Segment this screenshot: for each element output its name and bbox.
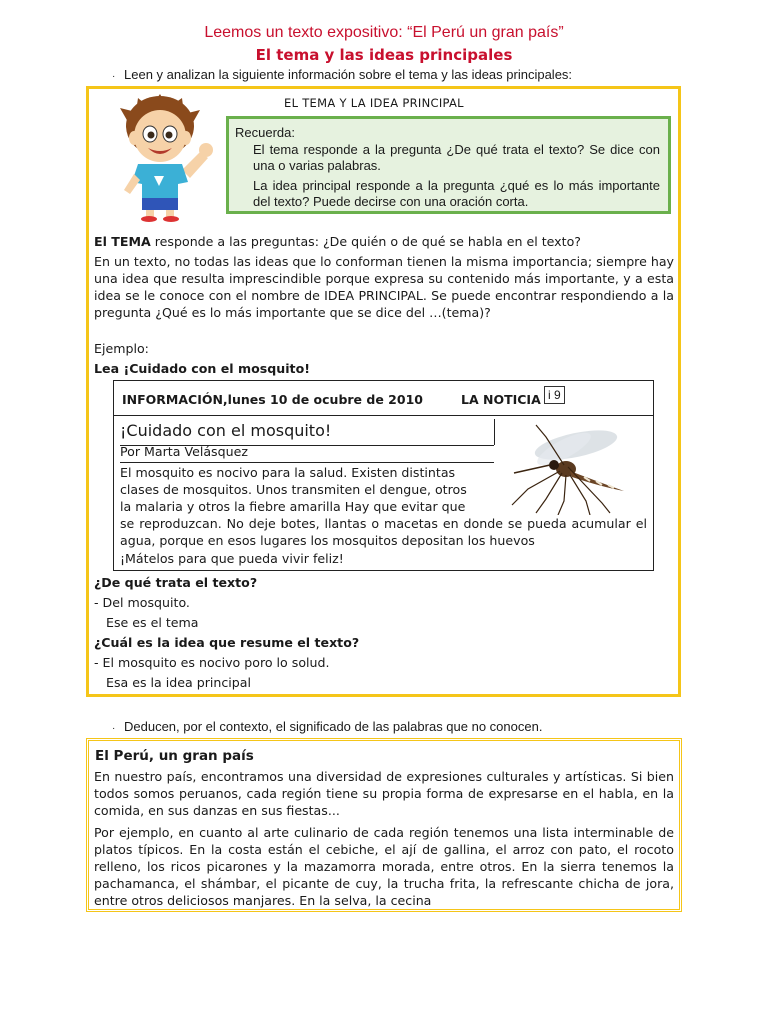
news-body-line: la malaria y otros la fiebre amarilla Hay que evitar que: [120, 499, 466, 514]
tema-paragraph-text: En un texto, no todas las ideas que lo conforman tienen la misma importancia; siempre hay una idea que resulta imprescindible porque expresa su contenido más importante, y a esta idea se le conoce con el nombre de IDEA PRINCIPAL. Se puede encontrar respondiendo a la pregunta ¿Qué es lo más importante que se dice del …(tema)?: [94, 254, 674, 320]
news-body-wrapped: [120, 464, 500, 515]
news-clipping: [113, 380, 654, 571]
peru-paragraph-2: Por ejemplo, en cuanto al arte culinario de cada región tenemos una lista interminable de platos típicos. En la costa están el cebiche, el ají de gallina, el arroz con pato, el rocoto relleno, los ricos picarones y la mazamorra morada, entre otros. En la sierra tenemos la pachamanca, el shámbar, el picante de cuy, la trucha frita, la refrescante chicha de jora, entre otros deliciosos manjares. En la selva, la cecina: [94, 825, 674, 908]
peru-text: [94, 768, 674, 909]
peru-paragraph-1: En nuestro país, encontramos una diversidad de expresiones culturales y artísticas. Si bien todos somos peruanos, cada región tiene su propia forma de expresarse en el habla, en la comida, en sus danzas en sus fiestas...: [94, 769, 674, 818]
tema-label: El TEMA: [94, 234, 151, 249]
instruction-1-text: Leen y analizan la siguiente información sobre el tema y las ideas principales:: [124, 67, 573, 82]
instruction-1: [112, 67, 572, 82]
news-page-number: i 9: [544, 386, 565, 404]
news-body-full: se reproduzcan. No deje botes, llantas o macetas en donde se pueda acumular el agua, porque en esos lugares los mosquitos depositan los huevos: [120, 516, 647, 548]
answer-2-note: Esa es la idea principal: [106, 675, 252, 690]
recuerda-label: Recuerda:: [235, 125, 295, 140]
tema-paragraph: [94, 253, 674, 321]
news-headline: ¡Cuidado con el mosquito!: [120, 421, 332, 440]
bullet-icon: ·: [112, 723, 116, 734]
peru-title: El Perú, un gran país: [95, 748, 254, 764]
news-body-line: El mosquito es nocivo para la salud. Existen distintas: [120, 465, 456, 480]
answer-2: - El mosquito es nocivo poro lo solud.: [94, 655, 330, 670]
answer-1: - Del mosquito.: [94, 595, 190, 610]
recuerda-tema: El tema responde a la pregunta ¿De qué trata el texto? Se dice con una o varias palabras.: [253, 142, 660, 173]
bullet-icon: ·: [112, 71, 116, 82]
question-2: ¿Cuál es la idea que resume el texto?: [94, 635, 360, 650]
mosquito-illustration: [506, 419, 646, 515]
lea-label: Lea ¡Cuidado con el mosquito!: [94, 361, 310, 376]
news-header-section: LA NOTICIA: [461, 392, 541, 407]
answer-1-note: Ese es el tema: [106, 615, 199, 630]
boy-illustration: [102, 92, 220, 222]
tema-text: responde a las preguntas: ¿De quién o de qué se habla en el texto?: [150, 234, 581, 249]
news-divider: [114, 415, 653, 416]
news-body-line: clases de mosquitos. Unos transmiten el dengue, otros: [120, 482, 467, 497]
news-header-date: INFORMACIÓN,lunes 10 de ocubre de 2010: [122, 392, 423, 407]
ejemplo-label: Ejemplo:: [94, 341, 149, 356]
question-1: ¿De qué trata el texto?: [94, 575, 258, 590]
instruction-2-text: Deducen, por el contexto, el significado de las palabras que no conocen.: [124, 719, 543, 734]
news-byline: Por Marta Velásquez: [120, 444, 248, 459]
recuerda-idea: La idea principal responde a la pregunta ¿qué es lo más importante del texto? Puede decirse con una oración corta.: [253, 178, 660, 209]
box-heading: EL TEMA Y LA IDEA PRINCIPAL: [284, 96, 464, 110]
page-subtitle: El tema y las ideas principales: [255, 46, 513, 64]
recuerda-box: [226, 116, 671, 214]
instruction-2: [112, 719, 542, 734]
news-closing: ¡Mátelos para que pueda vivir feliz!: [120, 551, 344, 566]
news-byline-underline: [120, 462, 494, 463]
page-title: Leemos un texto expositivo: “El Perú un gran país”: [204, 24, 564, 41]
tema-definition: [94, 232, 674, 252]
